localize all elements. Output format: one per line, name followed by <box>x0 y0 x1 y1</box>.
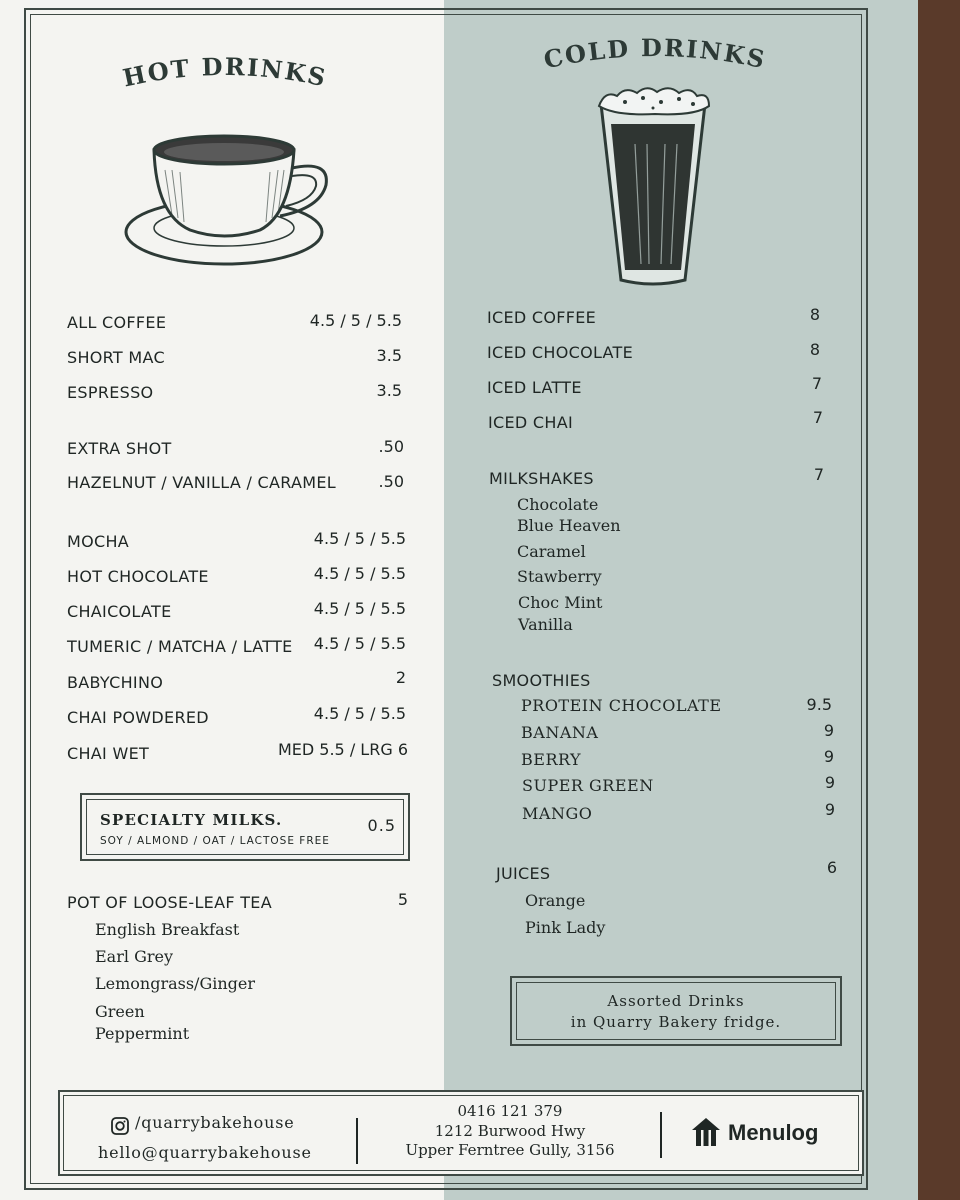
menu-item-price: 4.5 / 5 / 5.5 <box>313 704 406 723</box>
menu-item-price: 2 <box>395 668 406 687</box>
smoothie-name: MANGO <box>522 804 593 823</box>
milkshake-flavour: Choc Mint <box>518 593 603 612</box>
tea-variety: English Breakfast <box>95 920 240 939</box>
tea-variety: Lemongrass/Ginger <box>95 974 256 993</box>
menu-item-price: 8 <box>809 305 820 324</box>
footer-divider-left <box>356 1118 358 1164</box>
tea-variety: Green <box>95 1002 145 1021</box>
assorted-drinks-line2: in Quarry Bakery fridge. <box>570 1013 782 1031</box>
menu-item-name: SMOOTHIES <box>492 671 591 690</box>
hot-drinks-title <box>100 40 350 100</box>
menu-item-price: 8 <box>809 340 820 359</box>
menu-item-price: 7 <box>811 374 822 393</box>
menu-item-price: 6 <box>826 858 837 877</box>
menu-item-name: ICED CHAI <box>488 413 573 432</box>
tea-variety: Earl Grey <box>95 947 174 966</box>
menu-item-name: ICED COFFEE <box>487 308 597 327</box>
juice-flavour: Pink Lady <box>525 918 606 937</box>
menu-item-price: 4.5 / 5 / 5.5 <box>313 599 406 618</box>
menu-item-price: 4.5 / 5 / 5.5 <box>313 529 406 548</box>
milkshake-flavour: Caramel <box>517 542 586 561</box>
menu-item-name: POT OF LOOSE-LEAF TEA <box>67 893 272 912</box>
phone-number[interactable]: 0416 121 379 <box>457 1102 563 1120</box>
menu-item-name: ICED CHOCOLATE <box>487 343 634 362</box>
menu-item-name: TUMERIC / MATCHA / LATTE <box>67 637 293 656</box>
address-line1: 1212 Burwood Hwy <box>434 1122 586 1140</box>
menu-item-price: 4.5 / 5 / 5.5 <box>313 564 406 583</box>
milkshake-flavour: Chocolate <box>517 495 599 514</box>
menu-item-price: 9 <box>824 773 835 792</box>
menu-item-price: .50 <box>378 437 404 456</box>
menu-item-name: CHAI POWDERED <box>67 708 209 727</box>
menu-item-price: .50 <box>378 472 404 491</box>
menu-item-name: HOT CHOCOLATE <box>67 567 209 586</box>
menu-item-price: 4.5 / 5 / 5.5 <box>309 311 402 330</box>
menu-item-name: ICED LATTE <box>487 378 582 397</box>
menu-item-price: 5 <box>397 890 408 909</box>
menu-item-name: JUICES <box>496 864 551 883</box>
milkshake-flavour: Stawberry <box>517 567 602 586</box>
menu-item-price: 4.5 / 5 / 5.5 <box>313 634 406 653</box>
menu-item-price: 9 <box>824 800 835 819</box>
menu-item-name: ALL COFFEE <box>67 313 167 332</box>
menu-item-price: 9 <box>823 721 834 740</box>
address-line2: Upper Ferntree Gully, 3156 <box>405 1141 615 1159</box>
cold-drinks-title <box>520 24 790 84</box>
menu-item-name: BABYCHINO <box>67 673 164 692</box>
svg-text:COLD DRINKS: COLD DRINKS <box>541 32 769 75</box>
smoothie-name: SUPER GREEN <box>522 776 654 795</box>
specialty-milks-options: SOY / ALMOND / OAT / LACTOSE FREE <box>100 835 330 847</box>
coffee-cup-icon <box>120 130 335 280</box>
menu-item-price: 9 <box>823 747 834 766</box>
milkshake-flavour: Blue Heaven <box>517 516 621 535</box>
menu-item-name: MOCHA <box>67 532 130 551</box>
menu-item-name: CHAICOLATE <box>67 602 172 621</box>
menu-item-name: CHAI WET <box>67 744 150 763</box>
menu-item-price: 3.5 <box>376 381 402 400</box>
milkshake-flavour: Vanilla <box>518 615 573 634</box>
juice-flavour: Orange <box>525 891 586 910</box>
menu-item-name: HAZELNUT / VANILLA / CARAMEL <box>67 473 336 492</box>
menu-item-price: 9.5 <box>806 695 832 714</box>
menu-item-name: SHORT MAC <box>67 348 165 367</box>
smoothie-name: PROTEIN CHOCOLATE <box>521 696 722 715</box>
menu-item-name: MILKSHAKES <box>489 469 594 488</box>
menu-item-price: 7 <box>813 465 824 484</box>
svg-text:HOT DRINKS: HOT DRINKS <box>120 51 330 93</box>
specialty-milks-price: 0.5 <box>367 816 396 835</box>
assorted-drinks-box-inner <box>516 982 836 1040</box>
instagram-icon <box>110 1116 130 1136</box>
footer-divider-right <box>660 1112 662 1158</box>
smoothie-name: BERRY <box>521 750 582 769</box>
menu-item-price: 3.5 <box>376 346 402 365</box>
instagram-handle[interactable]: /quarrybakehouse <box>135 1113 295 1132</box>
smoothie-name: BANANA <box>521 723 599 742</box>
iced-drink-glass-icon <box>595 84 715 289</box>
specialty-milks-title: SPECIALTY MILKS. <box>100 811 283 829</box>
menu-item-name: ESPRESSO <box>67 383 154 402</box>
email-address[interactable]: hello@quarrybakehouse <box>98 1143 312 1162</box>
menulog-label[interactable]: Menulog <box>728 1120 819 1145</box>
tea-variety: Peppermint <box>95 1024 190 1043</box>
menu-item-price: 7 <box>812 408 823 427</box>
menulog-logo-icon <box>688 1114 724 1150</box>
menu-item-price: MED 5.5 / LRG 6 <box>277 740 408 759</box>
menu-item-name: EXTRA SHOT <box>67 439 172 458</box>
assorted-drinks-line1: Assorted Drinks <box>607 992 745 1010</box>
